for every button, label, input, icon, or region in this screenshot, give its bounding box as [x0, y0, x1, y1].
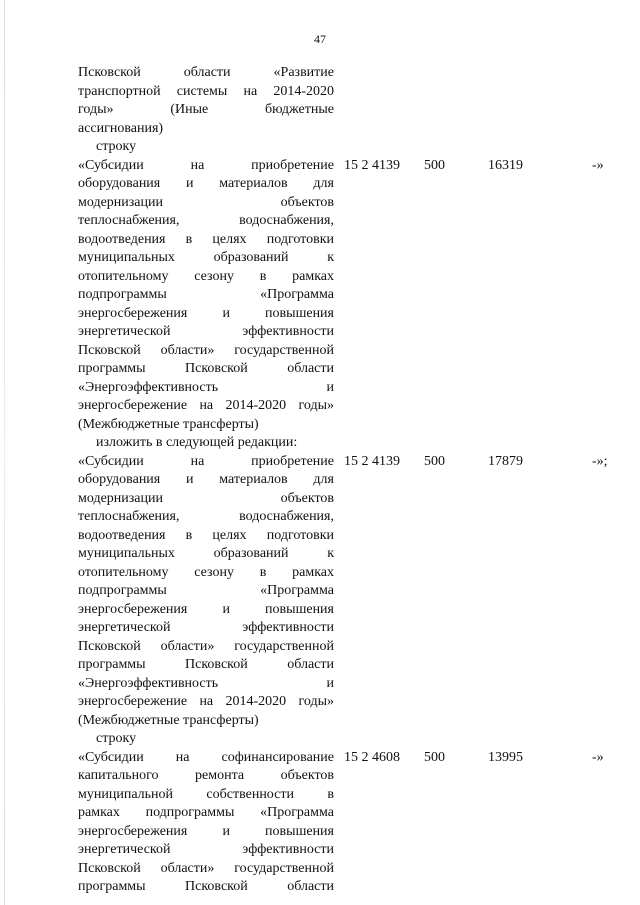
body-line: капитального ремонта объектов [78, 768, 334, 783]
amount-value: 13995 [488, 749, 523, 765]
body-line: энергосбережения и повышения [78, 601, 334, 617]
body-line: энергетической эффективности [78, 620, 334, 635]
body-line: модернизации объектов [78, 194, 334, 210]
body-line: муниципальных образований к [78, 546, 334, 561]
body-line: «Субсидии на софинансирование [78, 749, 334, 765]
body-line: энергетической эффективности [78, 324, 334, 339]
closing-mark: -»; [592, 453, 608, 469]
body-line: «Субсидии на приобретение [78, 157, 334, 173]
closing-mark: -» [592, 749, 604, 765]
body-line: «Энергоэффективность и [78, 675, 334, 691]
body-line: (Межбюджетные трансферты) [78, 712, 259, 728]
budget-code: 15 2 4139 [344, 453, 400, 469]
body-line: годы» (Иные бюджетные [78, 102, 334, 117]
body-line: оборудования и материалов для [78, 472, 334, 487]
intro-text: строку [96, 139, 137, 154]
body-line: водоотведения в целях подготовки [78, 527, 334, 543]
body-line: транспортной системы на 2014-2020 [78, 83, 334, 99]
body-line: подпрограммы «Программа [78, 287, 334, 302]
expense-type: 500 [424, 157, 445, 173]
body-line: программы Псковской области [78, 879, 334, 894]
closing-mark: -» [592, 157, 604, 173]
body-line: рамках подпрограммы «Программа [78, 805, 334, 820]
expense-type: 500 [424, 749, 445, 765]
body-line: (Межбюджетные трансферты) [78, 416, 259, 432]
body-line: оборудования и материалов для [78, 176, 334, 191]
body-line: отопительному сезону в рамках [78, 564, 334, 580]
body-line: Псковской области» государственной [78, 342, 334, 358]
body-line: энергосбережение на 2014-2020 годы» [78, 694, 334, 709]
body-line: энергосбережения и повышения [78, 823, 334, 839]
body-line: муниципальных образований к [78, 250, 334, 265]
intro-text: строку [96, 731, 137, 746]
budget-code: 15 2 4608 [344, 749, 400, 765]
body-line: отопительному сезону в рамках [78, 268, 334, 284]
body-line: программы Псковской области [78, 657, 334, 672]
body-line: водоотведения в целях подготовки [78, 231, 334, 247]
expense-type: 500 [424, 453, 445, 469]
body-line: теплоснабжения, водоснабжения, [78, 509, 334, 524]
body-line: энергосбережения и повышения [78, 305, 334, 321]
body-line: «Субсидии на приобретение [78, 453, 334, 469]
body-line: Псковской области» государственной [78, 638, 334, 654]
amount-value: 16319 [488, 157, 523, 173]
budget-code: 15 2 4139 [344, 157, 400, 173]
body-line: Псковской области» государственной [78, 860, 334, 876]
page-number: 47 [314, 32, 326, 46]
body-line: ассигнования) [78, 120, 164, 136]
body-line: модернизации объектов [78, 490, 334, 506]
body-line: программы Псковской области [78, 361, 334, 376]
body-line: теплоснабжения, водоснабжения, [78, 213, 334, 228]
body-line: «Энергоэффективность и [78, 379, 334, 395]
body-line: муниципальной собственности в [78, 786, 334, 802]
amount-value: 17879 [488, 453, 523, 469]
scan-edge [4, 0, 5, 905]
body-line: подпрограммы «Программа [78, 583, 334, 598]
body-line: энергетической эффективности [78, 842, 334, 857]
intro-text: изложить в следующей редакции: [96, 435, 298, 450]
body-line: Псковской области «Развитие [78, 65, 334, 80]
body-line: энергосбережение на 2014-2020 годы» [78, 398, 334, 413]
